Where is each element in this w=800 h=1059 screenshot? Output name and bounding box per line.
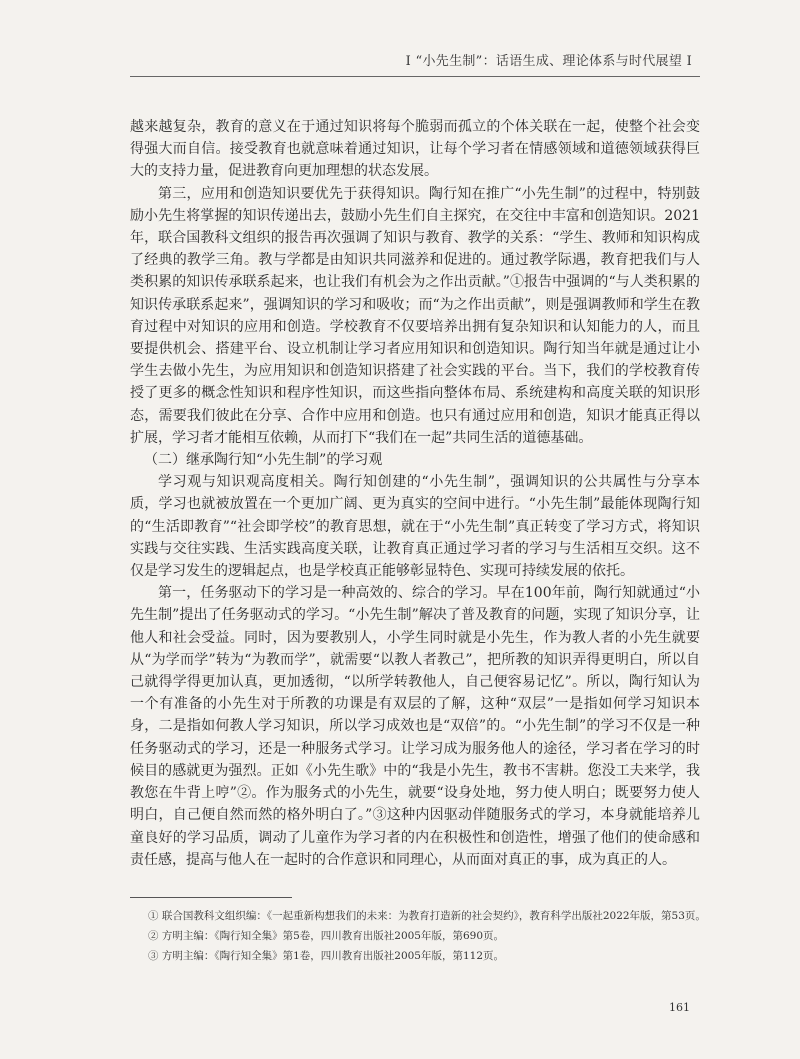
paragraph-learning-view: 学习观与知识观高度相关。陶行知创建的“小先生制”，强调知识的公共属性与分享本质，学习也就被放置在一个更加广阔、更为真实的空间中进行。“小先生制”最能体现陶行知的“生活即教育”“社会即学校”的教育思想，就在于“小先生制”真正转变了学习方式，将知识实践与交往实践、生活实践高度关联，让教育真正通过学习者的学习与生活相互交织。这不仅是学习发生的逻辑起点，也是学校真正能够彰显特色、实现可持续发展的依托。 [130, 474, 700, 580]
section-heading: （二）继承陶行知“小先生制”的学习观 [144, 452, 383, 469]
footnotes [148, 906, 708, 966]
paragraph-continuation: 越来越复杂，教育的意义在于通过知识将每个脆弱而孤立的个体关联在一起，使整个社会变得强大而自信。接受教育也就意味着通过知识，让每个学习者在情感领域和道德领域获得巨大的支持力量，促进教育向更加理想的状态发展。 [130, 119, 700, 180]
footnote-rule [130, 897, 292, 898]
footnote-2: ② 方明主编：《陶行知全集》第5卷，四川教育出版社2005年版，第690页。 [148, 930, 505, 942]
body-text [130, 116, 700, 871]
footnote-3: ③ 方明主编：《陶行知全集》第1卷，四川教育出版社2005年版，第112页。 [148, 950, 505, 962]
header-rule [130, 76, 700, 77]
running-header: I “小先生制”：话语生成、理论体系与时代展望 I [405, 54, 692, 69]
page-number: 161 [669, 1001, 690, 1014]
paragraph-task-driven-learning: 第一，任务驱动下的学习是一种高效的、综合的学习。早在100年前，陶行知就通过“小先生制”提出了任务驱动式的学习。“小先生制”解决了普及教育的问题，实现了知识分享，让他人和社会受益。同时，因为要教别人，小学生同时就是小先生，作为教人者的小先生就要从“为学而学”转为“为教而学”，就需要“以教人者教己”，把所教的知识弄得更明白，所以自己就得学得更加认真，更加透彻，“以所学转教他人，自己便容易记忆”。所以，陶行知认为一个有准备的小先生对于所教的功课是有双层的了解，这种“双层”一是指如何学习知识本身，二是指如何教人学习知识，所以学习成效也是“双倍”的。“小先生制”的学习不仅是一种任务驱动式的学习，还是一种服务式学习。让学习成为服务他人的途径，学习者在学习的时候目的感就更为强烈。正如《小先生歌》中的“我是小先生，教书不害耕。您没工夫来学，我教您在牛背上哼”②。作为服务式的小先生，就要“设身处地，努力使人明白；既要努力使人明白，自己便自然而然的格外明白了。”③这种内因驱动伴随服务式的学习，本身就能培养儿童良好的学习品质，调动了儿童作为学习者的内在积极性和创造性，增强了他们的使命感和责任感，提高与他人在一起时的合作意识和同理心，从而面对真正的事，成为真正的人。 [130, 585, 700, 868]
footnote-1: ① 联合国教科文组织编：《一起重新构想我们的未来：为教育打造新的社会契约》，教育科学出版社2022年版，第53页。 [148, 910, 706, 922]
paragraph-knowledge-application: 第三，应用和创造知识要优先于获得知识。陶行知在推广“小先生制”的过程中，特别鼓励小先生将掌握的知识传递出去，鼓励小先生们自主探究，在交往中丰富和创造知识。2021年，联合国教科文组织的报告再次强调了知识与教育、教学的关系：“学生、教师和知识构成了经典的教学三角。教与学都是由知识共同滋养和促进的。通过教学际遇，教育把我们与人类积累的知识传承联系起来，也让我们有机会为之作出贡献。”①报告中强调的“与人类积累的知识传承联系起来”，强调知识的学习和吸收；而“为之作出贡献”，则是强调教师和学生在教育过程中对知识的应用和创造。学校教育不仅要培养出拥有复杂知识和认知能力的人，而且要提供机会、搭建平台、设立机制让学习者应用知识和创造知识。陶行知当年就是通过让小学生去做小先生，为应用知识和创造知识搭建了社会实践的平台。当下，我们的学校教育传授了更多的概念性知识和程序性知识，而这些指向整体布局、系统建构和高度关联的知识形态，需要我们彼此在分享、合作中应用和创造。也只有通过应用和创造，知识才能真正得以扩展，学习者才能相互依赖，从而打下“我们在一起”共同生活的道德基础。 [130, 185, 700, 446]
